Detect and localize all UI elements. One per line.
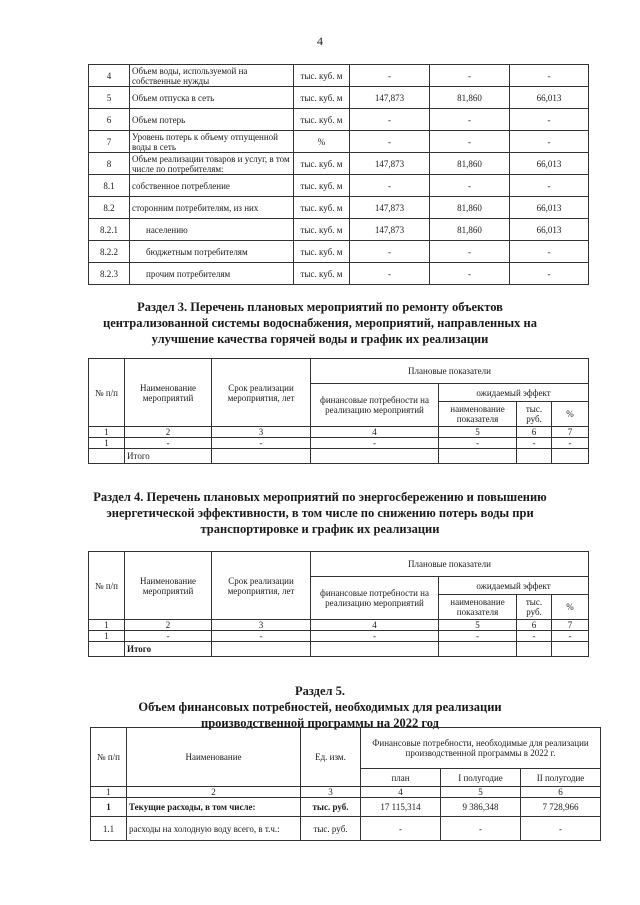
table-row xyxy=(89,219,589,241)
col-plan: Плановые показатели xyxy=(311,359,589,384)
cell-n: 5 xyxy=(89,87,130,109)
col-effect: ожидаемый эффект xyxy=(439,577,589,595)
cell-v3: 66,013 xyxy=(510,219,589,241)
cell-v2: - xyxy=(430,263,510,285)
cell-v1: - xyxy=(350,175,430,197)
cell-name: Объем реализации товаров и услуг, в том числе по потребителям: xyxy=(130,153,294,175)
cell-name: населению xyxy=(130,219,294,241)
cell-v1: - xyxy=(350,109,430,131)
cell-v3: - xyxy=(510,65,589,87)
page-number: 4 xyxy=(317,34,323,48)
cell-n: 8.2.3 xyxy=(89,263,130,285)
index-row: 1 2 3 4 5 6 7 xyxy=(89,620,589,631)
table-row xyxy=(89,131,589,153)
cell-unit: тыс. куб. м xyxy=(294,175,350,197)
col-unit: Ед. изм. xyxy=(301,728,361,787)
cell-n: 7 xyxy=(89,131,130,153)
cell-name: собственное потребление xyxy=(130,175,294,197)
cell-v2: 81,860 xyxy=(430,197,510,219)
cell-name: Объем потерь xyxy=(130,109,294,131)
col-pct: % xyxy=(552,595,589,620)
col-name: Наименование мероприятий xyxy=(125,359,212,427)
cell-name: Уровень потерь к объему отпущенной воды в сеть xyxy=(130,131,294,153)
cell-unit: тыс. куб. м xyxy=(294,219,350,241)
cell-v3: - xyxy=(510,175,589,197)
cell-v3: - xyxy=(510,241,589,263)
table-row xyxy=(89,241,589,263)
col-num: № п/п xyxy=(89,359,125,427)
cell-v2: - xyxy=(430,241,510,263)
cell-n: 8.1 xyxy=(89,175,130,197)
cell-name: бюджетным потребителям xyxy=(130,241,294,263)
table-row: 1 - - - - - - xyxy=(89,438,589,449)
cell-n: 4 xyxy=(89,65,130,87)
table-row: 1.1 расходы на холодную воду всего, в т.ч.: тыс. руб. - - - xyxy=(91,817,601,841)
section4-title: Раздел 4. Перечень плановых мероприятий по энергосбережению и повышению энергетической эффективности, в том числе по снижению потерь воды при транспортировке и график их реализации xyxy=(93,490,547,536)
cell-v3: - xyxy=(510,263,589,285)
cell-v1: 147,873 xyxy=(350,153,430,175)
cell-v2: - xyxy=(430,131,510,153)
cell-v1: - xyxy=(350,241,430,263)
total-label: Итого xyxy=(125,449,212,464)
cell-v3: - xyxy=(510,131,589,153)
table-row: 1 - - - - - - xyxy=(89,631,589,642)
col-plan: Плановые показатели xyxy=(311,552,589,577)
cell-unit: тыс. куб. м xyxy=(294,153,350,175)
table-row xyxy=(89,65,589,87)
cell-unit: тыс. куб. м xyxy=(294,109,350,131)
cell-v3: 66,013 xyxy=(510,197,589,219)
col-h1: I полугодие xyxy=(441,769,521,787)
col-num: № п/п xyxy=(91,728,127,787)
index-row: 1 2 3 4 5 6 7 xyxy=(89,427,589,438)
cell-unit: тыс. куб. м xyxy=(294,65,350,87)
section5-title: Раздел 5. Объем финансовых потребностей, необходимых для реализации производственной программы на 2022 год xyxy=(138,684,502,730)
col-plan: план xyxy=(361,769,441,787)
col-fin: Финансовые потребности, необходимые для реализации производственной программы в 2022 г. xyxy=(361,728,601,769)
cell-unit: тыс. куб. м xyxy=(294,241,350,263)
cell-name: сторонним потребителям, из них xyxy=(130,197,294,219)
cell-n: 8.2.1 xyxy=(89,219,130,241)
cell-unit: тыс. куб. м xyxy=(294,197,350,219)
col-num: № п/п xyxy=(89,552,125,620)
col-h2: II полугодие xyxy=(521,769,601,787)
cell-unit: тыс. куб. м xyxy=(294,263,350,285)
table-row xyxy=(89,87,589,109)
cell-n: 6 xyxy=(89,109,130,131)
col-rub: тыс. руб. xyxy=(517,595,552,620)
cell-v3: - xyxy=(510,109,589,131)
col-name: Наименование мероприятий xyxy=(125,552,212,620)
cell-v1: - xyxy=(350,263,430,285)
cell-unit: тыс. куб. м xyxy=(294,87,350,109)
cell-v2: - xyxy=(430,175,510,197)
cell-v2: 81,860 xyxy=(430,153,510,175)
col-rub: тыс. руб. xyxy=(517,402,552,427)
cell-v2: - xyxy=(430,109,510,131)
table-row: 1 Текущие расходы, в том числе: тыс. руб. 17 115,314 9 386,348 7 728,966 xyxy=(91,798,601,817)
col-name: Наименование xyxy=(127,728,301,787)
cell-v1: 147,873 xyxy=(350,197,430,219)
cell-v2: 81,860 xyxy=(430,87,510,109)
col-ind: наименование показателя xyxy=(439,595,517,620)
water-balance-table xyxy=(88,64,589,285)
table-row xyxy=(89,263,589,285)
cell-v1: - xyxy=(350,65,430,87)
cell-v3: 66,013 xyxy=(510,87,589,109)
col-effect: ожидаемый эффект xyxy=(439,384,589,402)
cell-name: Объем воды, используемой на собственные нужды xyxy=(130,65,294,87)
total-row xyxy=(89,449,589,464)
cell-n: 8.2 xyxy=(89,197,130,219)
index-row: 1 2 3 4 5 6 xyxy=(91,787,601,798)
section3-title: Раздел 3. Перечень плановых мероприятий по ремонту объектов централизованной системы водоснабжения, мероприятий, направленных на улучшение качества горячей воды и график их реализации xyxy=(103,300,537,346)
cell-unit: % xyxy=(294,131,350,153)
table-row xyxy=(89,175,589,197)
cell-name: прочим потребителям xyxy=(130,263,294,285)
table-row xyxy=(89,109,589,131)
col-fin: финансовые потребности на реализацию мероприятий xyxy=(311,384,439,427)
col-fin: финансовые потребности на реализацию мероприятий xyxy=(311,577,439,620)
table-row xyxy=(89,197,589,219)
section3-table xyxy=(88,358,589,464)
cell-v1: 147,873 xyxy=(350,87,430,109)
total-row xyxy=(89,642,589,657)
cell-n: 8.2.2 xyxy=(89,241,130,263)
cell-name: Объем отпуска в сеть xyxy=(130,87,294,109)
total-label: Итого xyxy=(125,642,212,657)
cell-v1: - xyxy=(350,131,430,153)
cell-v2: 81,860 xyxy=(430,219,510,241)
section5-table xyxy=(90,727,601,841)
col-ind: наименование показателя xyxy=(439,402,517,427)
cell-v3: 66,013 xyxy=(510,153,589,175)
cell-v2: - xyxy=(430,65,510,87)
col-term: Срок реализации мероприятия, лет xyxy=(212,552,311,620)
col-pct: % xyxy=(552,402,589,427)
section4-table xyxy=(88,551,589,657)
table-row xyxy=(89,153,589,175)
col-term: Срок реализации мероприятия, лет xyxy=(212,359,311,427)
cell-v1: 147,873 xyxy=(350,219,430,241)
cell-n: 8 xyxy=(89,153,130,175)
